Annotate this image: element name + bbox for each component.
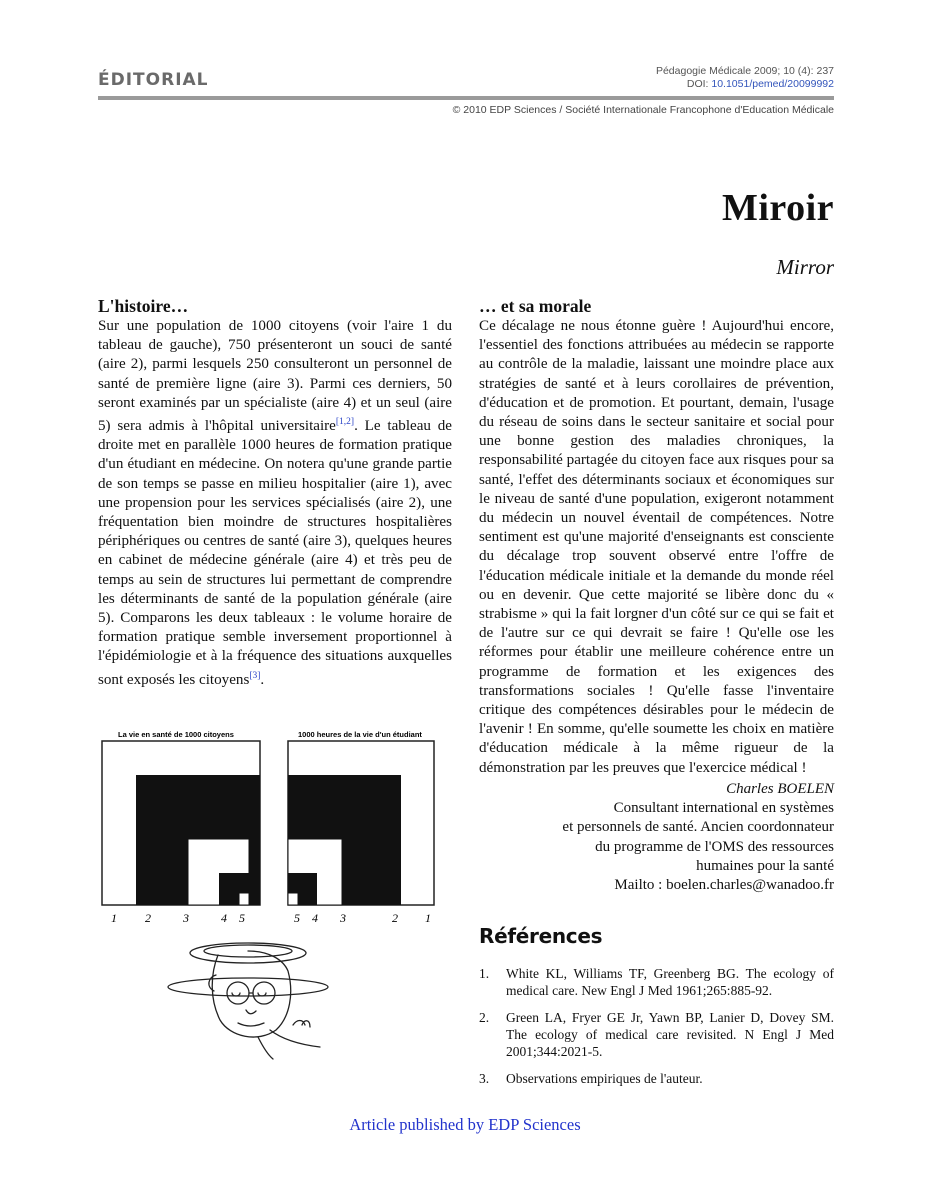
right-label-5: 5	[294, 911, 300, 925]
doctor-caricature-sketch	[168, 943, 328, 1059]
left-text-part-2: . Le tableau de droite met en parallèle 1000 heures de formation pratique d'un étudiant en médecine. On notera qu'une grande partie de son temps se passe en milieu hospitalier (aire 1), avec une propension pour les services spécialisés (aire 2), une fréquentation bien moindre de structures hospitalières périphériques ou centres de santé (aire 3), quelques heures en cabinet de médecine générale (aire 4) et très peu de temps au sein de structures lui permettant de comprendre les déterminants de santé de la population générale (aire 5). Comparons les deux tableaux : le volume horaire de formation pratique semble inversement proportionnel à l'épidémiologie et à la fréquence des situations auxquelles sont exposés les citoyens	[98, 418, 453, 688]
left-label-4: 4	[221, 911, 227, 925]
doi-link[interactable]: 10.1051/pemed/20099992	[711, 78, 834, 90]
right-label-2: 2	[392, 911, 398, 925]
reference-text: Green LA, Fryer GE Jr, Yawn BP, Lanier D, Dovey SM. The ecology of medical care revisited. N Engl J Med 2001;344:2021-5.	[506, 1010, 834, 1059]
journal-citation: Pédagogie Médicale 2009; 10 (4): 237	[655, 65, 834, 77]
right-label-3: 3	[340, 911, 346, 925]
left-label-1: 1	[111, 911, 117, 925]
copyright-notice: © 2010 EDP Sciences / Société Internationale Francophone d'Education Médicale	[452, 104, 834, 116]
reference-text: White KL, Williams TF, Greenberg BG. The ecology of medical care. New Engl J Med 1961;265:885-92.	[506, 966, 834, 998]
right-label-1: 1	[425, 911, 431, 925]
references-heading: Références	[479, 924, 603, 948]
citation-ref-1-2[interactable]: [1,2]	[335, 417, 355, 428]
affiliation-line-1: Consultant international en systèmes	[613, 800, 834, 817]
left-label-2: 2	[145, 911, 151, 925]
left-text-part-1: Sur une population de 1000 citoyens (voir l'aire 1 du tableau de gauche), 750 présenteront un souci de santé (aire 2), parmi lesquels 250 consulteront un personnel de santé de première ligne (aire 3). Parmi ces derniers, 50 seront examinés par un spécialiste (aire 4) et un seul (aire 5) sera admis à l'hôpital universitaire	[98, 318, 452, 435]
reference-item	[479, 1070, 834, 1087]
left-column-heading: L'histoire…	[98, 296, 189, 316]
right-column-text: Ce décalage ne nous étonne guère ! Aujourd'hui encore, l'essentiel des fonctions attribuées au médecin se rapporte au contrôle de la maladie, laissant une moindre place aux stratégies de santé et à leurs corollaires de prévention, d'éducation et de promotion. Et pourtant, demain, l'usage du réseau de soins dans le secteur sanitaire et social pour une bonne gestion des maladies chroniques, la responsabilité partagée du citoyen face aux risques pour sa santé, l'effet des déterminants sociaux et économiques sur le niveau de santé d'une population, exigeront notamment du médecin un nouvel éventail de compétences. Notre sentiment est qu'une majorité d'enseignants est consciente du décalage trop souvent observé entre l'offre de l'éducation médicale initiale et la demande du monde réel ou en devenir. Que cette majorité se libère donc du « strabisme » qui la fait lorgner d'un côté sur ce qui se fait et de l'autre sur ce qui devrait se faire ! Qu'elle ose les réformes pour établir une meilleure cohérence entre un programme de formation et les exigences des transformations sociales ! Qu'elle fasse l'inventaire critique des compétences désirables pour le médecin de l'avenir ! En somme, qu'elle soumette les choix en matière d'éducation médicale à la même rigueur de la démonstration par les preuves que l'exercice médical !	[479, 318, 834, 776]
right-label-4: 4	[312, 911, 318, 925]
left-label-5: 5	[239, 911, 245, 925]
references-list	[479, 965, 834, 1097]
reference-item	[479, 1009, 834, 1060]
affiliation-line-2: et personnels de santé. Ancien coordonnateur	[562, 819, 834, 836]
author-name: Charles BOELEN	[726, 781, 834, 797]
citation-ref-3[interactable]: [3]	[249, 670, 261, 681]
article-title: Miroir	[721, 187, 834, 229]
left-figure-title: La vie en santé de 1000 citoyens	[118, 730, 234, 739]
right-figure-title: 1000 heures de la vie d'un étudiant	[298, 730, 422, 739]
reference-text: Observations empiriques de l'auteur.	[506, 1071, 703, 1086]
author-signature	[504, 780, 834, 895]
reference-number: 2.	[479, 1010, 490, 1025]
left-text-part-3: .	[260, 671, 265, 688]
comparison-figure	[98, 725, 454, 1060]
section-label: ÉDITORIAL	[98, 70, 209, 90]
right-column-heading: … et sa morale	[479, 296, 592, 316]
doi-line	[656, 78, 834, 91]
author-email[interactable]: Mailto : boelen.charles@wanadoo.fr	[614, 877, 834, 894]
reference-number: 3.	[479, 1071, 490, 1086]
figure-drawing	[98, 725, 454, 1060]
publisher-link[interactable]: Article published by EDP Sciences	[349, 1115, 581, 1134]
journal-info	[656, 65, 834, 91]
affiliation-line-4: humaines pour la santé	[696, 857, 834, 874]
right-area-5	[288, 893, 298, 905]
doi-prefix: DOI:	[686, 78, 712, 90]
article-subtitle: Mirror	[776, 255, 834, 279]
left-label-3: 3	[183, 911, 189, 925]
reference-item	[479, 965, 834, 999]
header-rule	[98, 96, 834, 100]
left-area-5	[239, 893, 249, 905]
reference-number: 1.	[479, 966, 490, 981]
left-column-text	[98, 317, 452, 690]
affiliation-line-3: du programme de l'OMS des ressources	[595, 838, 834, 855]
